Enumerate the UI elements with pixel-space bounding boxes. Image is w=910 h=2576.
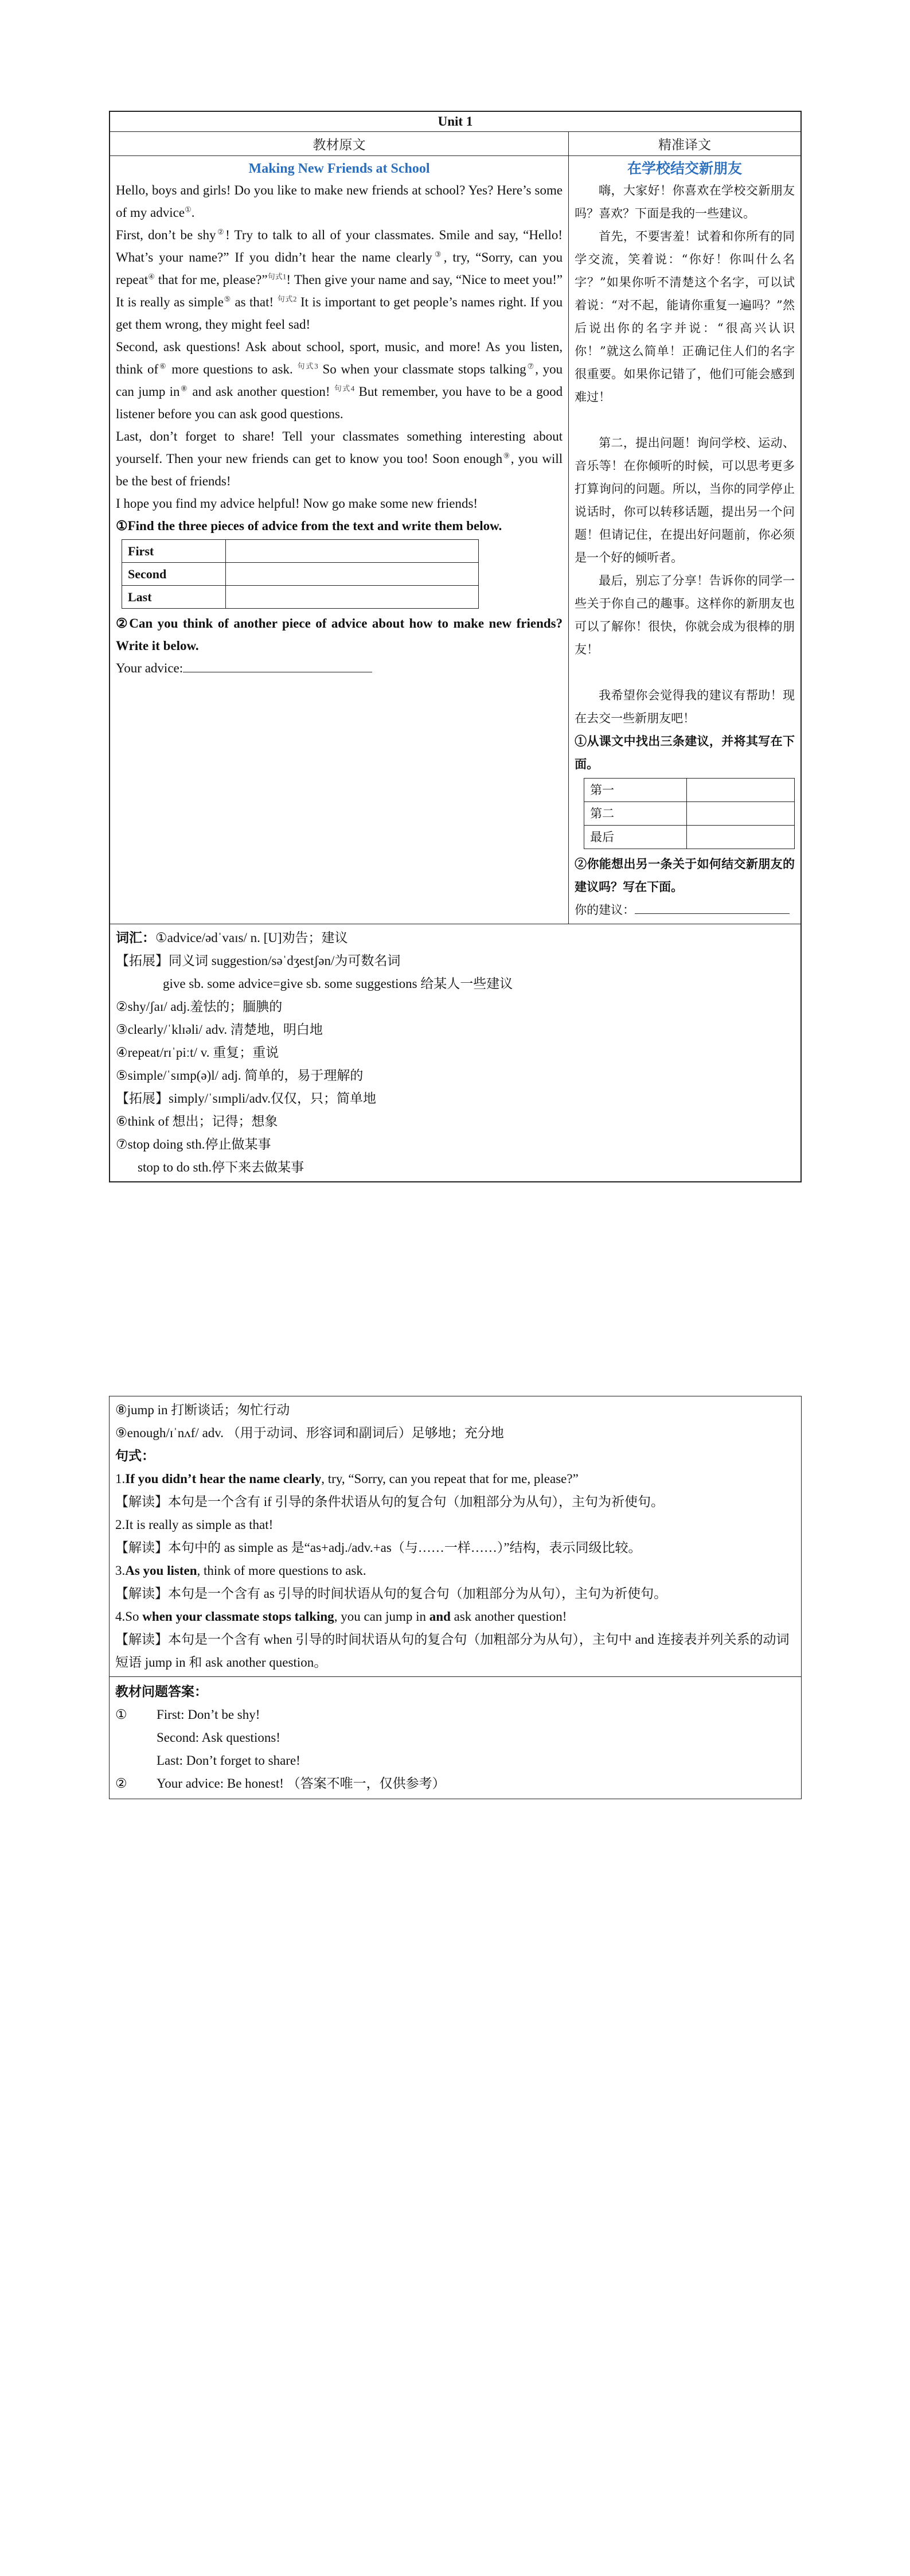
passage-title: Making New Friends at School	[248, 161, 430, 176]
translation-title: 在学校结交新朋友	[627, 160, 743, 177]
cn-advice-blank[interactable]	[635, 900, 790, 914]
answer-1-second: Second: Ask questions!	[157, 1730, 280, 1745]
column-original-header: 教材原文	[110, 132, 569, 156]
vocab-line-6: ⑥think of 想出；记得；想象	[116, 1114, 278, 1129]
vocab-line-4: ④repeat/rɪˈpiːt/ v. 重复；重说	[116, 1045, 279, 1060]
task-2-answer-line: Your advice:	[116, 657, 563, 679]
continued-notes	[109, 1396, 802, 1799]
sentence-2: 2.It is really as simple as that!	[115, 1517, 274, 1532]
answer-cell[interactable]	[226, 540, 479, 563]
paragraph-3: Second, ask questions! Ask about school, sport, music, and more! As you listen, think of⑥ more questions to ask. $^{句式3}$ So when your classmate stops talking⑦, you can jump in⑧ and ask another question! $^{句式4}$ But remember, you have to be a good listener before you can ask good questions.	[116, 340, 563, 421]
answer-2: ② Your advice: Be honest! （答案不唯一，仅供参考）	[115, 1776, 446, 1791]
main-table	[109, 111, 802, 1182]
task-1-prompt: ①Find the three pieces of advice from the text and write them below.	[116, 519, 502, 533]
answer-cell[interactable]	[686, 779, 794, 802]
task-2-prompt: ②Can you think of another piece of advice about how to make new friends? Write it below.	[116, 616, 563, 653]
vocab-line-5: ⑤simple/ˈsɪmp(ə)l/ adj. 简单的，易于理解的	[116, 1068, 364, 1083]
sentence-3-note: 【解读】本句是一个含有 as 引导的时间状语从句的复合句（加粗部分为从句），主句为祈使句。	[115, 1586, 667, 1601]
sentence-1-note: 【解读】本句是一个含有 if 引导的条件状语从句的复合句（加粗部分为从句），主句为祈使句。	[115, 1495, 665, 1509]
paragraph-4: Last, don’t forget to share! Tell your classmates something interesting about yourself. Then your new friends can get to know you too! Soon enough⑨, you will be the best of friends!	[116, 429, 563, 488]
english-passage-cell	[110, 156, 569, 924]
cn-paragraph-2: 首先，不要害羞！试着和你所有的同学交流，笑着说：“你好！你叫什么名字？”如果你听不清楚这个名字，可以试着说：“对不起，能请你重复一遍吗？”然后说出你的名字并说：“很高兴认识你！”就这么简单！正确记住人们的名字很重要。如果你记错了，他们可能会感到难过！	[575, 229, 795, 404]
sentence-2-note: 【解读】本句中的 as simple as 是“as+adj./adv.+as（与……一样……）”结构，表示同级比较。	[115, 1540, 642, 1555]
sentence-3: 3.As you listen, think of more questions to ask.	[115, 1563, 366, 1578]
sentence-1: 1.If you didn’t hear the name clearly, try, “Sorry, can you repeat that for me, please?”	[115, 1472, 579, 1486]
unit-title: Unit 1	[110, 112, 801, 132]
sentence-4: 4.So when your classmate stops talking, you can jump in and ask another question!	[115, 1609, 567, 1624]
paragraph-2: First, don’t be shy②! Try to talk to all of your classmates. Smile and say, “Hello! What’s your name?” If you didn’t hear the name clearly③, try, “Sorry, can you repeat④ that for me, please?”$^{句式1}$! Then give your name and say, “Nice to meet you!” It is really as simple⑤ as that! $^{句式2}$ It is important to get people’s names right. If you get them wrong, they might feel sad!	[116, 227, 563, 332]
advice-blank[interactable]	[183, 658, 372, 672]
answer-cell[interactable]	[686, 826, 794, 849]
answer-cell[interactable]	[686, 802, 794, 826]
task-row-label: 第二	[584, 802, 687, 826]
task-row-label: Last	[122, 586, 226, 609]
task-1-table	[122, 539, 479, 609]
answers-heading: 教材问题答案：	[115, 1684, 208, 1699]
paragraph-5: I hope you find my advice helpful! Now go make some new friends!	[116, 496, 478, 511]
vocab-extension-5: 【拓展】simply/ˈsɪmpli/adv.仅仅，只；简单地	[116, 1091, 377, 1106]
answer-1-last: Last: Don’t forget to share!	[157, 1753, 300, 1768]
task-row-label: 第一	[584, 779, 687, 802]
cn-paragraph-5: 我希望你会觉得我的建议有帮助！现在去交一些新朋友吧！	[575, 688, 795, 725]
cn-task-1-table	[584, 778, 795, 849]
answer-1: ① First: Don’t be shy!	[115, 1707, 260, 1722]
vocab-extension-1b: give sb. some advice=give sb. some suggestions 给某人一些建议	[163, 976, 513, 991]
english-passage	[116, 179, 563, 679]
task-row-label: 最后	[584, 826, 687, 849]
lesson-table	[110, 111, 801, 1182]
sentence-4-note: 【解读】本句是一个含有 when 引导的时间状语从句的复合句（加粗部分为从句），主句中 and 连接表并列关系的动词短语 jump in 和 ask another question。	[115, 1632, 790, 1670]
chinese-passage	[575, 179, 795, 921]
cn-task-1-prompt: ①从课文中找出三条建议，并将其写在下面。	[575, 734, 795, 771]
column-translation-header: 精准译文	[569, 132, 801, 156]
notes-continued	[110, 1396, 801, 1676]
answer-cell[interactable]	[226, 563, 479, 586]
cn-paragraph-1: 嗨，大家好！你喜欢在学校交新朋友吗？喜欢？下面是我的一些建议。	[575, 184, 795, 220]
cn-task-2-prompt: ②你能想出另一条关于如何结交新朋友的建议吗？写在下面。	[575, 857, 795, 894]
vocab-line-8: ⑧jump in 打断谈话；匆忙行动	[115, 1403, 290, 1417]
vocab-line-3: ③clearly/ˈklɪəli/ adv. 清楚地，明白地	[116, 1022, 323, 1037]
answer-cell[interactable]	[226, 586, 479, 609]
paragraph-1: Hello, boys and girls! Do you like to make new friends at school? Yes? Here’s some of my advice①.	[116, 183, 563, 220]
vocabulary-notes	[110, 924, 801, 1182]
vocab-line-9: ⑨enough/ɪˈnʌf/ adv. （用于动词、形容词和副词后）足够地；充分地	[115, 1426, 504, 1440]
cn-paragraph-3: 第二，提出问题！询问学校、运动、音乐等！在你倾听的时候，可以思考更多打算询问的问题。所以，当你的同学停止说话时，你可以转移话题，提出另一个问题！但请记住，在提出好问题前，你必须是一个好的倾听者。	[575, 436, 795, 565]
vocab-line-2: ②shy/ʃaɪ/ adj.羞怯的；腼腆的	[116, 999, 283, 1014]
sentences-heading: 句式：	[115, 1449, 155, 1463]
cn-paragraph-4: 最后，别忘了分享！告诉你的同学一些关于你自己的趣事。这样你的新朋友也可以了解你！很快，你就会成为很棒的朋友！	[575, 574, 795, 656]
vocab-line-7: ⑦stop doing sth.停止做某事	[116, 1137, 271, 1151]
textbook-answers	[110, 1676, 801, 1799]
vocab-line-1: 词汇：①advice/ədˈvaɪs/ n. [U]劝告；建议	[116, 931, 348, 945]
vocab-extension-1: 【拓展】同义词 suggestion/səˈdʒestʃən/为可数名词	[116, 954, 401, 968]
task-row-label: First	[122, 540, 226, 563]
chinese-translation-cell	[569, 156, 801, 924]
cn-task-2-answer-line: 你的建议：	[575, 898, 795, 921]
task-row-label: Second	[122, 563, 226, 586]
vocab-line-7b: stop to do sth.停下来去做某事	[138, 1160, 304, 1174]
